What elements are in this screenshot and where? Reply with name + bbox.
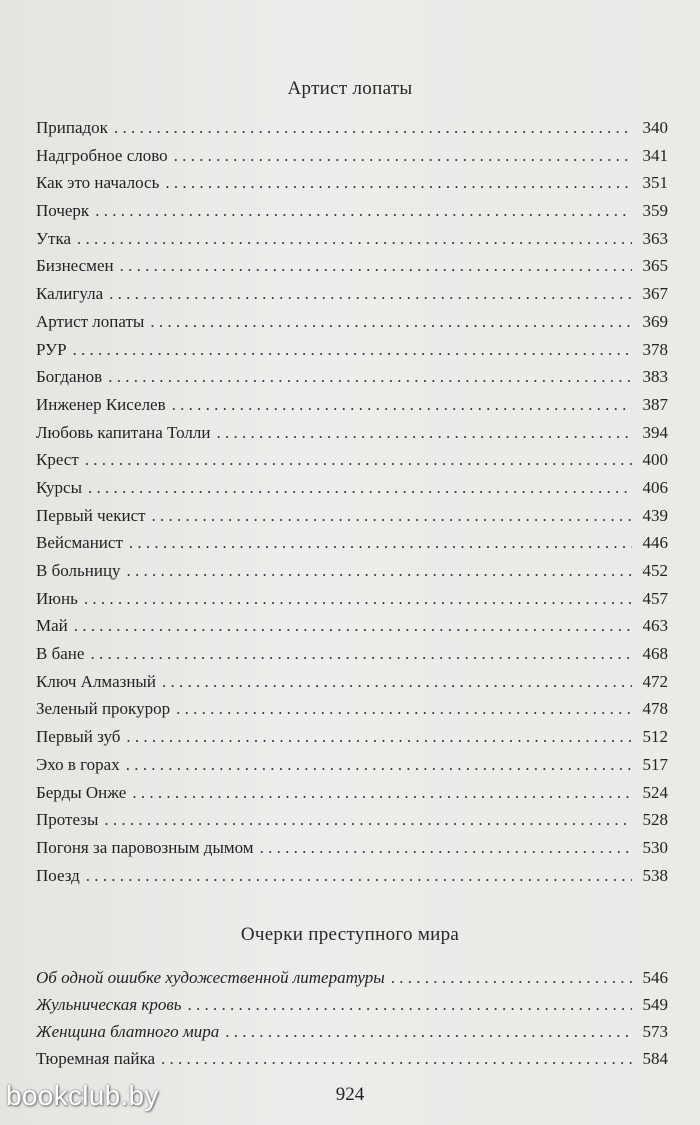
toc-entry <box>36 668 668 696</box>
toc-entry-page: 472 <box>642 671 668 691</box>
toc-entry-page: 530 <box>642 837 668 857</box>
page-number: 924 <box>335 1084 365 1105</box>
toc-entry <box>36 280 668 308</box>
toc-entry-title: Об одной ошибке художественной литературы <box>36 968 385 987</box>
toc-entry-title: Богданов <box>36 367 103 387</box>
dot-leader <box>73 336 632 364</box>
toc-entry <box>36 446 668 474</box>
dot-leader <box>108 363 632 391</box>
toc-entry-page: 546 <box>642 968 668 987</box>
toc-entry-title: Надгробное слово <box>36 145 168 165</box>
dot-leader <box>85 446 632 474</box>
dot-leader <box>120 252 632 280</box>
toc-entry-title: Протезы <box>36 810 99 830</box>
toc-entry <box>36 640 668 668</box>
toc-entry <box>36 964 668 991</box>
toc-entry-page: 359 <box>642 201 668 221</box>
dot-leader <box>127 557 632 585</box>
toc-entry-page: 341 <box>642 145 668 165</box>
toc-entry-title: Май <box>36 616 68 636</box>
toc-entry <box>36 751 668 779</box>
toc-entry-title: Первый зуб <box>36 727 121 747</box>
toc-entry-title: Ключ Алмазный <box>36 671 156 691</box>
toc-entry-title: Припадок <box>36 118 108 137</box>
toc-entry-title: Июнь <box>36 588 78 608</box>
toc-list <box>36 114 668 889</box>
toc-entry-title: В бане <box>36 644 85 664</box>
dot-leader <box>162 668 632 696</box>
toc-entry-page: 584 <box>642 1049 668 1068</box>
toc-entry <box>36 363 668 391</box>
toc-entry-page: 340 <box>642 118 668 137</box>
toc-entry <box>36 114 668 142</box>
dot-leader <box>77 225 632 253</box>
toc-entry-page: 363 <box>642 228 668 248</box>
toc-entry-title: Бизнесмен <box>36 256 114 276</box>
toc-entry-title: Погоня за паровозным дымом <box>36 837 254 857</box>
toc-entry-page: 478 <box>642 699 668 719</box>
toc-entry-title: Жульническая кровь <box>36 995 182 1014</box>
toc-entry <box>36 252 668 280</box>
toc-entry-title: Как это началось <box>36 173 160 193</box>
toc-entry <box>36 225 668 253</box>
toc-entry-title: Инженер Киселев <box>36 394 166 414</box>
toc-entry-title: Почерк <box>36 201 90 221</box>
dot-leader <box>132 779 632 807</box>
toc-entry-page: 517 <box>642 754 668 774</box>
dot-leader <box>90 640 632 668</box>
toc-entry-page: 439 <box>642 505 668 525</box>
toc-entry-page: 369 <box>642 311 668 331</box>
toc-entry <box>36 779 668 807</box>
toc-entry <box>36 502 668 530</box>
toc-entry-page: 524 <box>642 782 668 802</box>
toc-entry <box>36 557 668 585</box>
dot-leader <box>126 723 632 751</box>
toc-entry-page: 457 <box>642 588 668 608</box>
toc-entry-title: В больницу <box>36 561 121 580</box>
toc-entry <box>36 1018 668 1045</box>
dot-leader <box>104 806 632 834</box>
dot-leader <box>161 1045 632 1072</box>
toc-entry-title: РУР <box>36 339 67 359</box>
toc-entry-page: 446 <box>642 533 668 553</box>
toc-entry-page: 367 <box>642 284 668 304</box>
toc-entry-page: 394 <box>642 422 668 442</box>
toc-entry <box>36 391 668 419</box>
toc-entry <box>36 862 668 890</box>
toc-entry <box>36 169 668 197</box>
dot-leader <box>391 964 632 991</box>
toc-entry-title: Утка <box>36 228 72 248</box>
toc-entry <box>36 1045 668 1072</box>
dot-leader <box>95 197 632 225</box>
toc-entry <box>36 834 668 862</box>
toc-entry-page: 351 <box>642 173 668 193</box>
toc-entry-page: 378 <box>642 339 668 359</box>
toc-entry-title: Тюремная пайка <box>36 1049 156 1068</box>
dot-leader <box>126 751 632 779</box>
dot-leader <box>260 834 632 862</box>
dot-leader <box>152 502 632 530</box>
toc-entry-title: Крест <box>36 450 79 470</box>
toc-entry-page: 528 <box>642 810 668 830</box>
toc-entry-page: 573 <box>642 1022 668 1041</box>
toc-entry-title: Первый чекист <box>36 505 146 525</box>
toc-entry-title: Зеленый прокурор <box>36 699 171 719</box>
watermark-logo: bookclub.by <box>6 1080 159 1111</box>
toc-list <box>36 964 668 1072</box>
toc-entry-page: 512 <box>642 727 668 747</box>
toc-entry-title: Женщина блатного мира <box>36 1022 220 1041</box>
dot-leader <box>109 280 632 308</box>
toc-entry-title: Берды Онже <box>36 782 127 802</box>
dot-leader <box>114 114 632 142</box>
dot-leader <box>174 142 632 170</box>
dot-leader <box>165 169 632 197</box>
toc-entry <box>36 197 668 225</box>
section-title: Артист лопаты <box>287 78 413 99</box>
dot-leader <box>150 308 632 336</box>
dot-leader <box>86 862 632 890</box>
toc-entry <box>36 991 668 1018</box>
toc-entry-page: 387 <box>642 394 668 414</box>
toc-entry <box>36 142 668 170</box>
toc-entry-page: 452 <box>642 561 668 580</box>
dot-leader <box>84 585 632 613</box>
toc-entry-page: 538 <box>642 865 668 885</box>
dot-leader <box>225 1018 632 1045</box>
dot-leader <box>216 419 632 447</box>
toc-entry-page: 383 <box>642 367 668 387</box>
toc-entry <box>36 612 668 640</box>
toc-entry <box>36 585 668 613</box>
toc-entry <box>36 806 668 834</box>
toc-entry-title: Артист лопаты <box>36 311 145 331</box>
toc-entry-page: 463 <box>642 616 668 636</box>
dot-leader <box>74 612 632 640</box>
toc-entry <box>36 308 668 336</box>
toc-entry-page: 400 <box>642 450 668 470</box>
dot-leader <box>88 474 632 502</box>
toc-entry-page: 468 <box>642 644 668 664</box>
toc-entry-title: Эхо в горах <box>36 754 120 774</box>
toc-entry <box>36 336 668 364</box>
toc-entry <box>36 474 668 502</box>
toc-entry-title: Любовь капитана Толли <box>36 422 211 442</box>
toc-entry-page: 549 <box>642 995 668 1014</box>
toc-entry-page: 365 <box>642 256 668 276</box>
dot-leader <box>129 529 632 557</box>
toc-entry <box>36 419 668 447</box>
toc-entry-title: Вейсманист <box>36 533 123 553</box>
toc-entry-title: Поезд <box>36 865 80 885</box>
dot-leader <box>176 695 632 723</box>
toc-entry <box>36 529 668 557</box>
toc-entry-page: 406 <box>642 477 668 497</box>
dot-leader <box>172 391 632 419</box>
dot-leader <box>187 991 632 1018</box>
section-title: Очерки преступного мира <box>240 924 460 945</box>
toc-entry <box>36 695 668 723</box>
toc-entry-title: Калигула <box>36 284 104 304</box>
toc-entry-title: Курсы <box>36 477 83 497</box>
toc-entry <box>36 723 668 751</box>
